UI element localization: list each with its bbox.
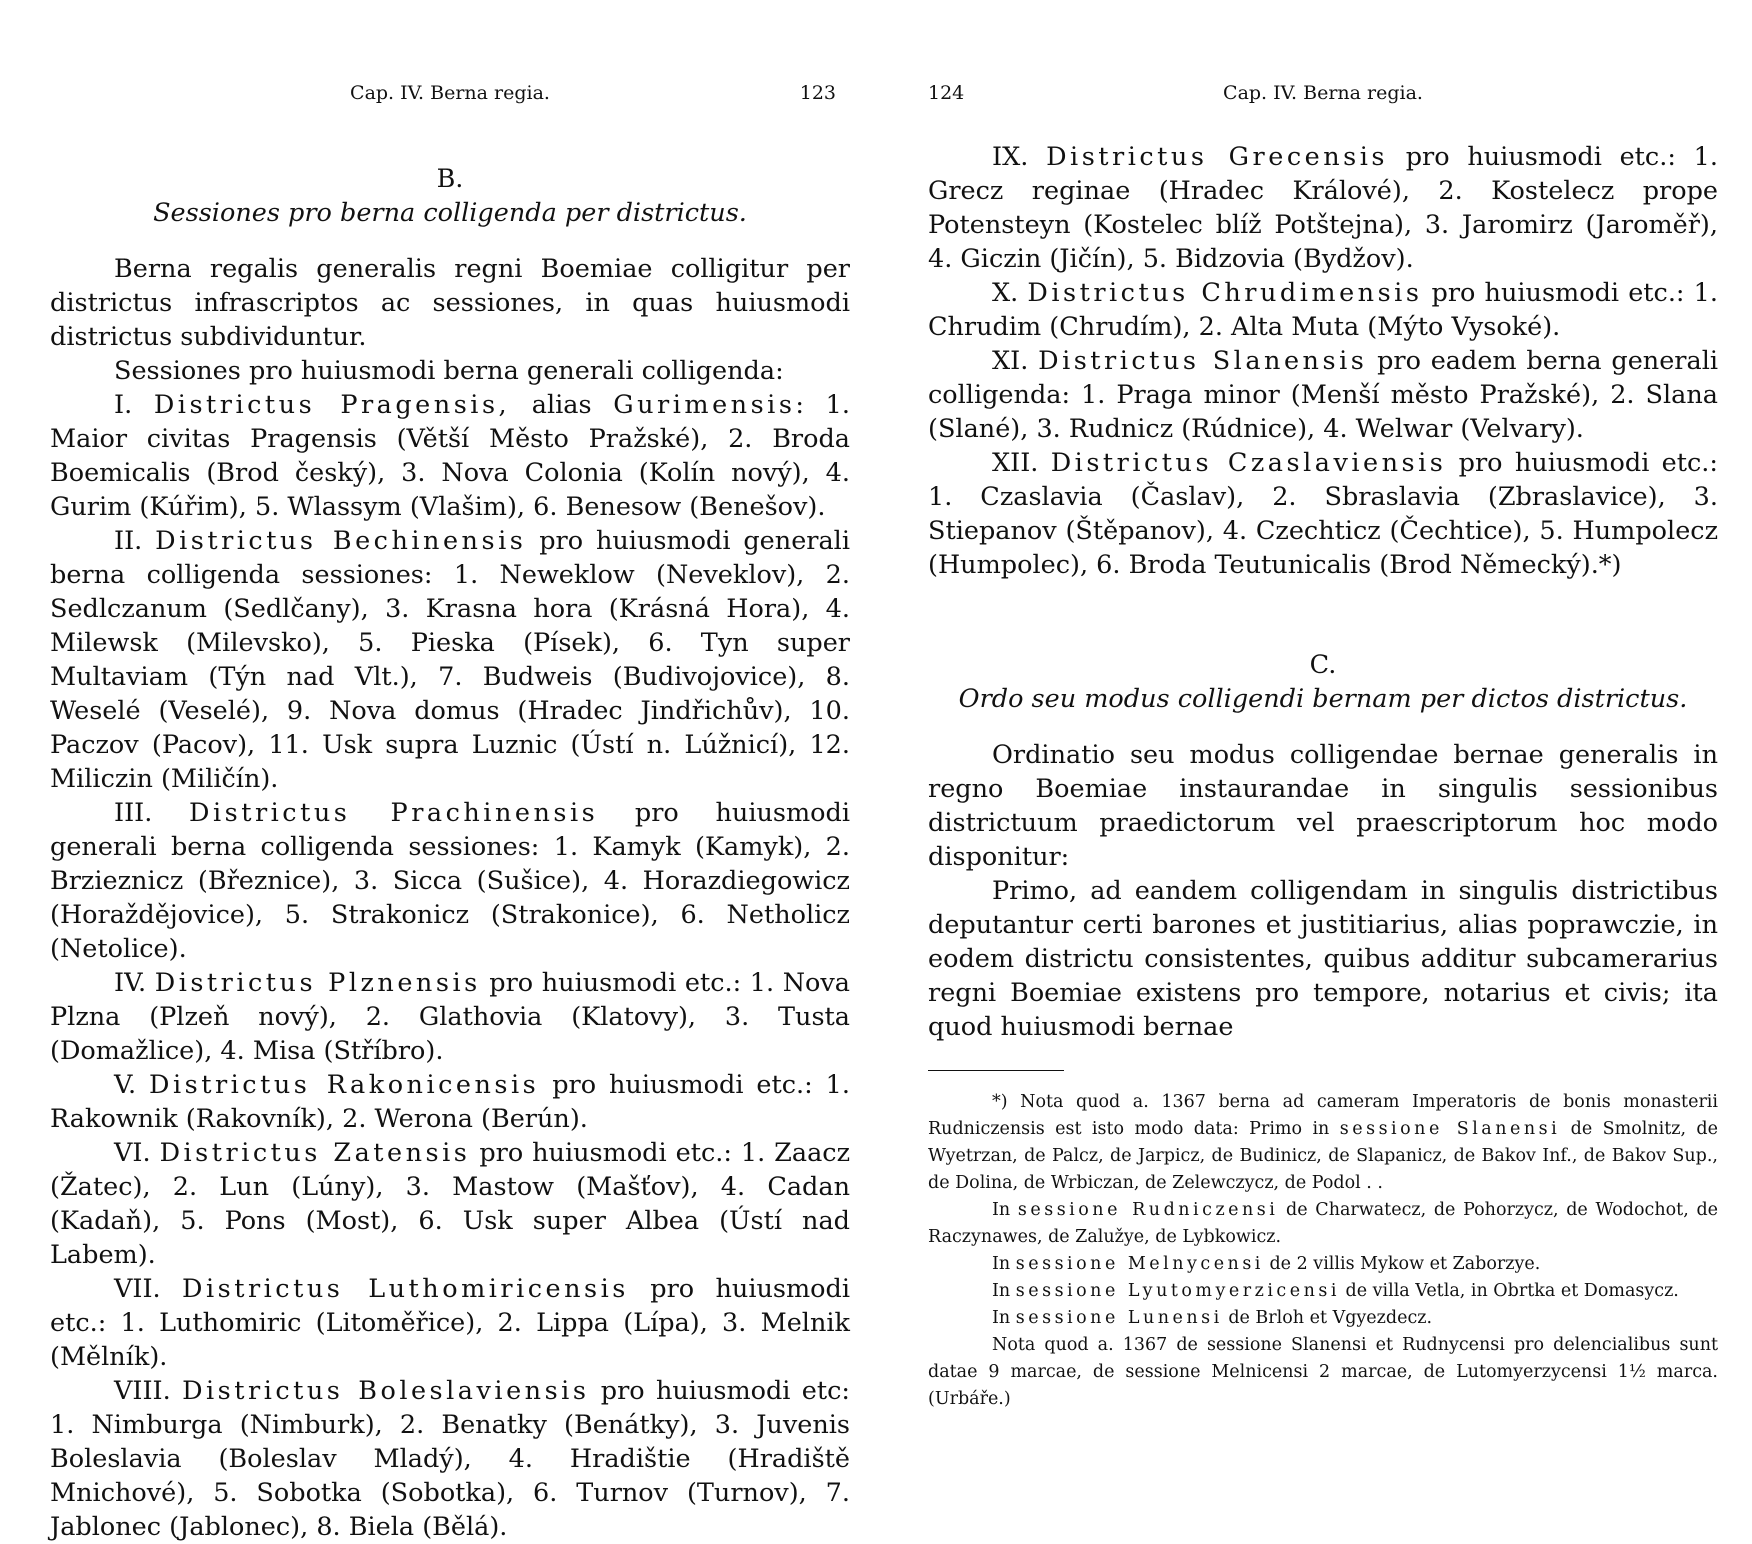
footnote-spaced-text: sessione Slanensi bbox=[1339, 1119, 1561, 1139]
district-number: VII. bbox=[114, 1274, 161, 1304]
running-head bbox=[928, 82, 1718, 112]
district-number: VI. bbox=[114, 1138, 151, 1168]
running-title: Cap. IV. Berna regia. bbox=[1223, 82, 1423, 104]
section-letter: B. bbox=[436, 164, 464, 194]
section-letter: C. bbox=[1309, 650, 1337, 680]
district-text: pro huiusmodi etc.: 1. Luthomiric (Litoměřice), 2. Lippa (Lípa), 3. Melnik (Mělník). bbox=[50, 1274, 850, 1372]
district-text: pro huiusmodi generali berna colligenda sessiones: 1. Neweklow (Neveklov), 2. Sedlczanum (Sedlčany), 3. Krasna hora (Krásná Hora), 4. Milewsk (Milevsko), 5. Pieska (Písek), 6. Tyn super Multaviam (Týn nad Vlt.), 7. Budweis (Budivojovice), 8. Weselé (Veselé), 9. Nova domus (Hradec Jindřichův), 10. Paczov (Pacov), 11. Usk supra Luznic (Ústí n. Lúžnicí), 12. Miliczin (Miličín). bbox=[50, 526, 850, 794]
district-name: Districtus Zatensis bbox=[159, 1138, 471, 1168]
right-page bbox=[928, 0, 1718, 1500]
page-body bbox=[50, 150, 850, 1544]
footnote bbox=[928, 1332, 1718, 1413]
district-number: V. bbox=[114, 1070, 137, 1100]
footnote-rule bbox=[928, 1070, 1064, 1071]
page-body bbox=[928, 140, 1718, 1413]
district-alt-name: Gurimensis bbox=[613, 390, 796, 420]
district-number: IV. bbox=[114, 968, 147, 998]
district-number: X. bbox=[992, 278, 1019, 308]
footnote-spaced-text: sessione Rudniczensi bbox=[1017, 1200, 1279, 1220]
district-paragraph bbox=[928, 140, 1718, 276]
district-name: Districtus Pragensis, bbox=[153, 390, 511, 420]
district-number: II. bbox=[114, 526, 143, 556]
section-title: Ordo seu modus colligendi bernam per dictos districtus. bbox=[958, 684, 1688, 714]
footnotes bbox=[928, 1089, 1718, 1413]
district-name: Districtus Boleslaviensis bbox=[182, 1376, 590, 1406]
district-number: I. bbox=[114, 390, 133, 420]
footnote bbox=[928, 1251, 1718, 1278]
footnote-spaced-text: sessione Lyutomyerzicensi bbox=[1015, 1281, 1340, 1301]
page-number: 124 bbox=[928, 82, 965, 104]
district-number: VIII. bbox=[114, 1376, 171, 1406]
section-spacer bbox=[928, 582, 1718, 636]
district-name: Districtus Bechinensis bbox=[155, 526, 527, 556]
district-paragraph bbox=[50, 1272, 850, 1374]
body-paragraph: Primo, ad eandem colligendam in singulis districtibus deputantur certi barones et justitiarius, alias poprawczie, in eodem districtu consistentes, quibus additur subcamerarius regni Boemiae existens pro tempore, notarius et civis; ita quod huiusmodi bernae bbox=[928, 876, 1718, 1042]
district-name: Districtus Plznensis bbox=[154, 968, 481, 998]
district-text: pro eadem berna generali colligenda: 1. Praga minor (Menší město Pražské), 2. Slana (Slané), 3. Rudnicz (Rúdnice), 4. Welwar (Velvary). bbox=[928, 346, 1719, 444]
district-text: pro huiusmodi etc.: 1. Chrudim (Chrudím), 2. Alta Muta (Mýto Vysoké). bbox=[928, 278, 1718, 342]
footnote bbox=[928, 1089, 1718, 1197]
footnote-text: Nota quod a. 1367 de sessione Slanensi et Rudnycensi pro delencialibus sunt datae 9 marcae, de sessione Melnicensi 2 marcae, de Lutomyerzycensi 1½ marca. (Urbáře.) bbox=[928, 1335, 1718, 1409]
district-paragraph bbox=[928, 446, 1718, 582]
district-text: pro huiusmodi generali berna colligenda sessiones: 1. Kamyk (Kamyk), 2. Brzieznicz (Březnice), 3. Sicca (Sušice), 4. Horazdiegowicz (Horaždějovice), 5. Strakonicz (Strakonice), 6. Netholicz (Netolice). bbox=[50, 798, 850, 964]
footnote-text: de villa Vetla, in Obrtka et Domasycz. bbox=[1339, 1281, 1679, 1301]
district-number: XII. bbox=[992, 448, 1039, 478]
district-paragraph bbox=[50, 1136, 850, 1272]
running-head bbox=[50, 82, 850, 112]
district-name: Districtus Luthomiricensis bbox=[182, 1274, 629, 1304]
footnote-text: de Smolnitz, de Wyetrzan, de Palcz, de Jarpicz, de Budinicz, de Slapanicz, de Bakov Inf., de Bakov Sup., de Dolina, de Wrbiczan, de Zelewczycz, de Podol . . bbox=[928, 1119, 1718, 1193]
footnote bbox=[928, 1278, 1718, 1305]
intro-paragraph-2: Sessiones pro huiusmodi berna generali colligenda: bbox=[114, 356, 784, 386]
footnote-spaced-text: sessione Melnycensi bbox=[1015, 1254, 1264, 1274]
district-number: XI. bbox=[992, 346, 1029, 376]
footnote-text: In bbox=[992, 1200, 1018, 1220]
district-name: Districtus Czaslaviensis bbox=[1050, 448, 1447, 478]
district-number: IX. bbox=[992, 142, 1029, 172]
district-text: pro huiusmodi etc.: 1. Zaacz (Žatec), 2. Lun (Lúny), 3. Mastow (Mašťov), 4. Cadan (Kadaň), 5. Pons (Most), 6. Usk super Albea (Ústí nad Labem). bbox=[50, 1138, 851, 1270]
district-mid: alias bbox=[510, 390, 614, 420]
district-paragraph bbox=[928, 276, 1718, 344]
footnote-spaced-text: sessione Lunensi bbox=[1015, 1308, 1223, 1328]
footnote-text: In bbox=[992, 1308, 1016, 1328]
district-number: III. bbox=[114, 798, 153, 828]
district-text: pro huiusmodi etc.: 1. Rakownik (Rakovník), 2. Werona (Berún). bbox=[50, 1070, 851, 1134]
running-title: Cap. IV. Berna regia. bbox=[350, 82, 550, 104]
left-page bbox=[50, 0, 851, 1542]
intro-paragraph: Berna regalis generalis regni Boemiae colligitur per districtus infrascriptos ac sessiones, in quas huiusmodi districtus subdividuntur. bbox=[50, 254, 850, 352]
district-name: Districtus Slanensis bbox=[1038, 346, 1368, 376]
body-paragraph: Ordinatio seu modus colligendae bernae generalis in regno Boemiae instaurandae in singulis sessionibus districtuum praedictorum vel praescriptorum hoc modo disponitur: bbox=[928, 740, 1718, 872]
footnote-text: In bbox=[992, 1281, 1016, 1301]
district-text: : 1. Maior civitas Pragensis (Větší Město Pražské), 2. Broda Boemicalis (Brod český), 3. Nova Colonia (Kolín nový), 4. Gurim (Kúřim), 5. Wlassym (Vlašim), 6. Benesow (Benešov). bbox=[50, 390, 850, 522]
district-text: pro huiusmodi etc.: 1. Czaslavia (Časlav), 2. Sbraslavia (Zbraslavice), 3. Stiepanov (Štěpanov), 4. Czechticz (Čechtice), 5. Humpolecz (Humpolec), 6. Broda Teutunicalis (Brod Německý).*) bbox=[928, 448, 1718, 580]
district-text: pro huiusmodi etc: 1. Nimburga (Nimburk), 2. Benatky (Benátky), 3. Juvenis Boleslavia (Boleslav Mladý), 4. Hradištie (Hradiště Mnichové), 5. Sobotka (Sobotka), 6. Turnov (Turnov), 7. Jablonec (Jablonec), 8. Biela (Bělá). bbox=[50, 1376, 851, 1542]
district-name: Districtus Chrudimensis bbox=[1027, 278, 1423, 308]
district-name: Districtus Rakonicensis bbox=[149, 1070, 540, 1100]
footnote bbox=[928, 1305, 1718, 1332]
district-paragraph bbox=[50, 1374, 850, 1544]
footnote-text: In bbox=[992, 1254, 1016, 1274]
footnote-text: de 2 villis Mykow et Zaborzye. bbox=[1263, 1254, 1541, 1274]
district-paragraph bbox=[50, 796, 850, 966]
page-number: 123 bbox=[799, 82, 836, 104]
footnote-text: *) Nota quod a. 1367 berna ad cameram Imperatoris de bonis monasterii Rudniczensis est isto modo data: Primo in bbox=[928, 1092, 1718, 1139]
district-paragraph bbox=[50, 1068, 850, 1136]
district-paragraph bbox=[50, 966, 850, 1068]
footnote-text: de Charwatecz, de Pohorzycz, de Wodochot, de Raczynawes, de Zalužye, de Lybkowicz. bbox=[928, 1200, 1718, 1247]
footnote bbox=[928, 1197, 1718, 1251]
district-name: Districtus Grecensis bbox=[1046, 142, 1388, 172]
district-paragraph bbox=[50, 388, 850, 524]
district-text: pro huiusmodi etc.: 1. Nova Plzna (Plzeň nový), 2. Glathovia (Klatovy), 3. Tusta (Domažlice), 4. Misa (Stříbro). bbox=[50, 968, 851, 1066]
district-name: Districtus Prachinensis bbox=[189, 798, 599, 828]
district-paragraph bbox=[928, 344, 1718, 446]
district-paragraph bbox=[50, 524, 850, 796]
section-title: Sessiones pro berna colligenda per districtus. bbox=[153, 198, 747, 228]
footnote-text: de Brloh et Vgyezdecz. bbox=[1222, 1308, 1433, 1328]
district-text: pro huiusmodi etc.: 1. Grecz reginae (Hradec Králové), 2. Kostelecz prope Potensteyn (Kostelec blíž Potštejna), 3. Jaromirz (Jaroměř), 4. Giczin (Jičín), 5. Bidzovia (Bydžov). bbox=[928, 142, 1718, 274]
